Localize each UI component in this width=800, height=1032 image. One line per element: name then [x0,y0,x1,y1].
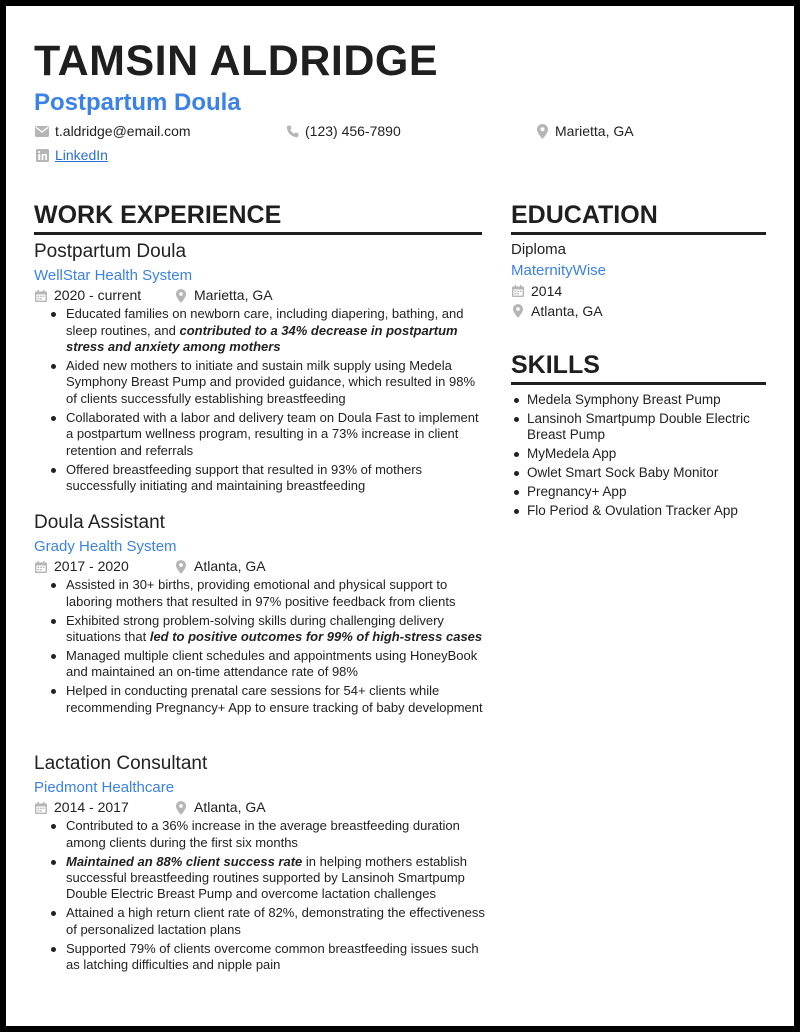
job-location-text: Atlanta, GA [194,799,266,816]
job-meta [34,798,486,817]
bullet-text: Offered breastfeeding support that resulted in 93% of mothers successfully initiating and maintaining breastfeeding [66,461,423,493]
calendar-icon [34,560,48,574]
job-entry [34,240,486,497]
linkedin-icon [34,148,50,162]
map-pin-icon [174,289,188,303]
education-year [511,281,766,301]
education-location [511,301,766,321]
job-dates-text: 2014 - 2017 [54,799,129,816]
job-bullet [34,941,486,974]
degree: Diploma [511,241,567,258]
calendar-icon [34,289,48,303]
bullet-text: Assisted in 30+ births, providing emotional and physical support to laboring mothers that resulted in 97% positive feedback from clients [66,577,456,609]
job-bullets [34,306,486,494]
skills-list [511,392,771,522]
job-dates [34,286,174,305]
job-bullet [34,306,486,355]
job-bullet [34,648,486,681]
job-dates [34,798,174,817]
bullet-text: Attained a high return client rate of 82%, demonstrating the effectiveness of personalized lactation plans [66,905,485,937]
job-meta [34,557,486,576]
skills-heading: SKILLS [511,352,766,385]
job-bullet [34,854,486,903]
bullet-text: Educated families on newborn care, including diapering, bathing, and sleep routines, and [66,306,464,338]
phone-text: (123) 456-7890 [305,123,401,139]
calendar-icon [34,801,48,815]
bullet-text-tail: in helping mothers establish successful breastfeeding routines supported by Lansinoh Smartpump Double Electric Breast Pump and overcome lactation challenges [66,853,468,902]
job-bullet [34,613,486,646]
skill-item: Flo Period & Ovulation Tracker App [511,503,771,520]
job-bullet [34,818,486,851]
skill-item: Pregnancy+ App [511,484,771,501]
bullet-text: Contributed to a 36% increase in the average breastfeeding duration among clients during the first six months [66,818,460,850]
job-entry [34,752,486,976]
skill-item: Medela Symphony Breast Pump [511,392,771,409]
work-experience-heading: WORK EXPERIENCE [34,202,482,235]
map-pin-icon [174,560,188,574]
job-title: Doula Assistant [34,512,165,533]
email-text: t.aldridge@email.com [55,123,191,139]
job-entry [34,511,486,719]
contact-linkedin [34,147,108,163]
job-location-text: Marietta, GA [194,287,273,304]
job-bullet [34,683,486,716]
job-title: Postpartum Doula [34,241,187,262]
job-bullet [34,577,486,610]
candidate-role: Postpartum Doula [34,89,241,116]
job-dates-text: 2020 - current [54,287,142,304]
skill-item: MyMedela App [511,446,771,463]
map-pin-icon [534,124,550,138]
job-bullets [34,577,486,716]
job-dates-text: 2017 - 2020 [54,558,129,575]
contact-location [534,123,634,139]
linkedin-link[interactable]: LinkedIn [55,147,108,163]
contact-email [34,123,191,139]
bullet-highlight: contributed to a 34% decrease in postpartum stress and anxiety among mothers [66,322,458,354]
education-location-text: Atlanta, GA [531,302,603,319]
resume-page [6,6,794,1026]
job-dates [34,557,174,576]
contact-phone [284,123,401,139]
company-name: WellStar Health System [34,266,193,284]
bullet-highlight: Maintained an 88% client success rate [66,853,303,869]
job-bullet [34,410,486,459]
bullet-text: Exhibited strong problem-solving skills during challenging delivery situations that [66,612,444,644]
education-heading: EDUCATION [511,202,766,235]
candidate-name: TAMSIN ALDRIDGE [34,37,439,85]
bullet-text: Collaborated with a labor and delivery team on Doula Fast to implement a postpartum wellness program, resulting in a 73% increase in client retention and referrals [66,409,479,458]
phone-icon [284,124,300,138]
skill-item: Lansinoh Smartpump Double Electric Breast Pump [511,411,771,444]
school-name: MaternityWise [511,261,607,279]
skill-item: Owlet Smart Sock Baby Monitor [511,465,771,482]
bullet-highlight: led to positive outcomes for 99% of high-stress cases [149,628,483,644]
bullet-text: Aided new mothers to initiate and sustain milk supply using Medela Symphony Breast Pump and provided guidance, which resulted in 98% of clients successfully establishing breastfeeding [66,357,476,406]
company-name: Piedmont Healthcare [34,778,175,796]
job-bullets [34,818,486,973]
job-location-text: Atlanta, GA [194,558,266,575]
education-entry [511,240,766,321]
bullet-text: Managed multiple client schedules and appointments using HoneyBook and maintained an on-time attendance rate of 98% [66,647,478,680]
job-bullet [34,358,486,407]
job-bullet [34,905,486,938]
education-year-text: 2014 [531,282,563,299]
job-title: Lactation Consultant [34,753,208,774]
bullet-text: Supported 79% of clients overcome common breastfeeding issues such as latching difficulties and nipple pain [66,940,479,973]
job-meta [34,286,486,305]
envelope-icon [34,124,50,138]
calendar-icon [511,284,525,298]
map-pin-icon [174,801,188,815]
bullet-text: Helped in conducting prenatal care sessions for 54+ clients while recommending Pregnancy+ App to ensure tracking of baby development [66,683,483,715]
company-name: Grady Health System [34,537,177,555]
job-bullet [34,462,486,495]
map-pin-icon [511,304,525,318]
location-text: Marietta, GA [555,123,634,139]
